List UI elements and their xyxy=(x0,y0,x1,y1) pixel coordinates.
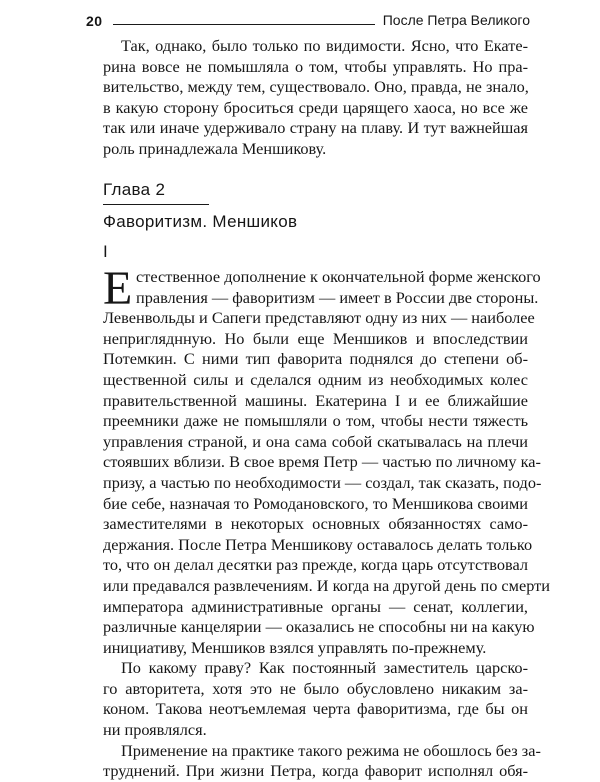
text-line: призу, а частью по необходимости — создал, так сказать, подо- xyxy=(103,472,542,492)
text-line: преемники даже не помышляли о том, чтобы нести тяжесть xyxy=(103,411,528,431)
text-line: Потемкин. С ними тип фаворита поднялся до степени об- xyxy=(103,349,528,369)
text-line: стоявших вблизи. В свое время Петр — частью по личному ка- xyxy=(103,452,541,472)
paragraph xyxy=(103,740,541,782)
text-line: так или иначе удерживало страну на плаву. И тут важнейшая xyxy=(103,118,528,138)
text-line: правительственной машины. Екатерина I и ее ближайшие xyxy=(103,390,528,410)
text-line: инициативу, Меншиков взялся управлять по-прежнему. xyxy=(103,637,487,657)
text-line: рина вовсе не помышляла о том, чтобы управлять. Но пра- xyxy=(103,56,528,76)
text-line: вительство, между тем, существовало. Оно, правда, не знало, xyxy=(103,77,529,97)
text-line: или предавался развлечениям. И когда на другой день по смерти xyxy=(103,575,550,595)
text-line: ни проявлялся. xyxy=(103,720,207,740)
text-line: Левенвольды и Сапеги представляют одну из них — наиболее xyxy=(103,308,535,328)
text-line: коном. Такова неотъемлемая черта фаворитизма, где бы он xyxy=(103,699,528,719)
section-numeral: I xyxy=(103,242,108,261)
text-line: Так, однако, было только по видимости. Ясно, что Екате- xyxy=(121,36,528,55)
text-line: По какому праву? Как постоянный заместитель царско- xyxy=(121,658,528,678)
text-line: Применение на практике такого режима не обошлось без за- xyxy=(121,740,541,760)
text-line: непригляднную. Но были еще Меншиков и впоследствии xyxy=(103,328,528,348)
running-head xyxy=(86,9,530,31)
paragraph xyxy=(103,262,550,658)
text-line: го авторитета, хотя это не было обусловлено никаким за- xyxy=(103,678,528,698)
paragraph xyxy=(103,658,528,740)
text-line: императора административные органы — сенат, коллегии, xyxy=(103,596,528,616)
page-number: 20 xyxy=(86,13,103,29)
chapter-rule xyxy=(103,204,209,205)
text-line: заместителями в некоторых основных обязанностях само- xyxy=(103,514,528,534)
text-line: щественной силы и сделался одним из необходимых колес xyxy=(103,369,528,389)
text-line: управления страной, и она сама собой скатывалась на плечи xyxy=(103,431,528,451)
text-line: роль принадлежала Меншикову. xyxy=(103,138,327,158)
text-line: стественное дополнение к окончательной форме женского xyxy=(136,267,541,286)
text-line: различные канцелярии — оказались не способны ни на какую xyxy=(103,617,535,637)
text-line: бие себе, назначая то Ромодановского, то Меншикова своими xyxy=(103,493,528,513)
drop-cap: Е xyxy=(103,262,133,315)
text-line: труднений. При жизни Петра, когда фаворит исполнял обя- xyxy=(103,761,528,781)
text-line: держания. После Петра Меншикову оставалось делать только xyxy=(103,534,533,554)
text-line: в какую сторону броситься среди царящего хаоса, но все же xyxy=(103,97,528,117)
chapter-body xyxy=(103,262,550,782)
chapter-label: Глава 2 xyxy=(103,180,166,199)
text-line: правления — фаворитизм — имеет в России две стороны. xyxy=(136,287,539,307)
intro-paragraph xyxy=(103,36,528,160)
running-title: После Петра Великого xyxy=(382,12,530,28)
header-rule xyxy=(113,24,375,25)
chapter-title: Фаворитизм. Меншиков xyxy=(103,212,298,231)
text-line: то, что он делал десятки раз прежде, когда царь отсутствовал xyxy=(103,555,528,575)
